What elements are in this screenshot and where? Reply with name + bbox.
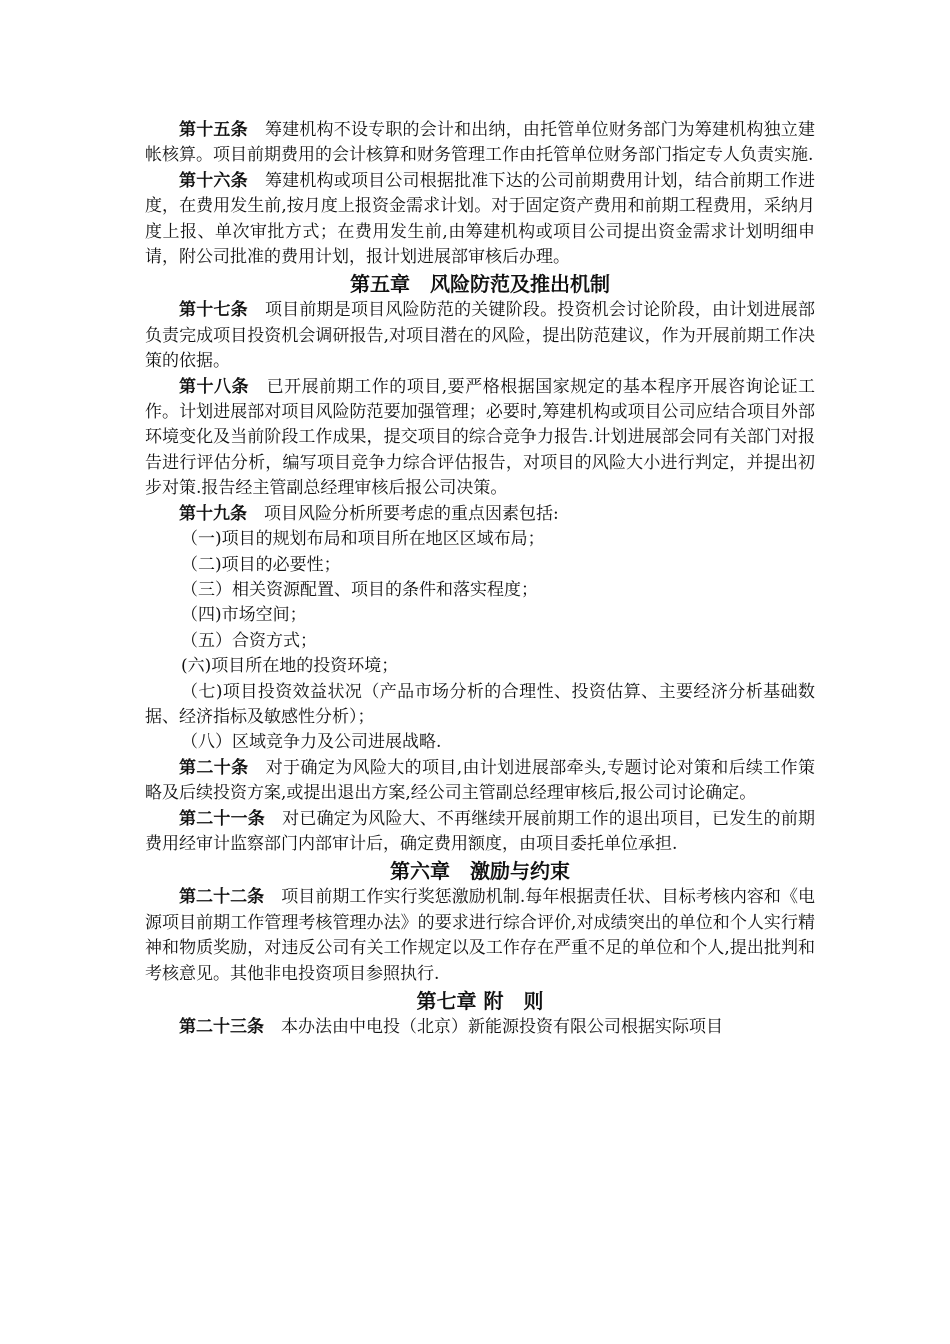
article-20 — [145, 756, 815, 807]
article-text: 项目前期是项目风险防范的关键阶段。投资机会讨论阶段，由计划进展部负责完成项目投资机会调研报告,对项目潜在的风险，提出防范建议，作为开展前期工作决策的依据。 — [145, 300, 816, 372]
article-text: 项目前期工作实行奖惩激励机制.每年根据责任状、目标考核内容和《电源项目前期工作管理考核管理办法》的要求进行综合评价,对成绩突出的单位和个人实行精神和物质奖励，对违反公司有关工作规定以及工作存在严重不足的单位和个人,提出批判和考核意见。其他非电投资项目参照执行. — [145, 887, 815, 984]
list-item: （二)项目的必要性； — [181, 554, 341, 575]
article-number: 第二十三条 — [179, 1017, 264, 1037]
article-number: 第二十条 — [179, 757, 249, 778]
article-16 — [145, 169, 815, 271]
list-item: （四)市场空间； — [181, 605, 307, 626]
list-item: （七)项目投资效益状况（产品市场分析的合理性、投资估算、主要经济分析基础数据、经济指标及敏感性分析）； — [145, 681, 815, 727]
list-item: (六)项目所在地的投资环境； — [181, 656, 399, 677]
article-number: 第十五条 — [179, 120, 248, 140]
article-text: 项目风险分析所要考虑的重点因素包括: — [264, 503, 559, 524]
article-number: 第二十一条 — [179, 808, 265, 829]
article-15 — [145, 118, 815, 169]
article-text: 对已确定为风险大、不再继续开展前期工作的退出项目，已发生的前期费用经审计监察部门内部审计后，确定费用额度，由项目委托单位承担. — [145, 808, 816, 854]
article-18 — [145, 375, 815, 502]
article-22 — [145, 885, 815, 987]
article-19 — [145, 502, 815, 527]
list-item: （五）合资方式； — [181, 630, 317, 651]
chapter-5-heading: 第五章 风险防范及推出机制 — [350, 272, 610, 297]
article-number: 第十八条 — [179, 376, 250, 397]
article-text: 本办法由中电投（北京）新能源投资有限公司根据实际项目 — [281, 1017, 723, 1037]
article-number: 第十六条 — [179, 170, 248, 191]
article-23 — [145, 1015, 815, 1040]
list-item: （八）区域竞争力及公司进展战略. — [181, 732, 442, 753]
article-21 — [145, 807, 815, 858]
article-number: 第十七条 — [179, 300, 248, 321]
article-text: 筹建机构不设专职的会计和出纳，由托管单位财务部门为筹建机构独立建帐核算。项目前期费用的会计核算和财务管理工作由托管单位财务部门指定专人负责实施. — [145, 120, 816, 166]
article-text: 筹建机构或项目公司根据批准下达的公司前期费用计划，结合前期工作进度，在费用发生前,按月度上报资金需求计划。对于固定资产费用和前期工程费用，采纳月度上报、单次审批方式；在费用发生前,由筹建机构或项目公司提出资金需求计划明细申请，附公司批准的费用计划，报计划进展部审核后办理。 — [145, 170, 816, 268]
article-text: 对于确定为风险大的项目,由计划进展部牵头,专题讨论对策和后续工作策略及后续投资方案,或提出退出方案,经公司主管副总经理审核后,报公司讨论确定。 — [145, 757, 816, 804]
article-number: 第十九条 — [179, 503, 247, 524]
article-text: 已开展前期工作的项目,要严格根据国家规定的基本程序开展咨询论证工作。计划进展部对项目风险防范要加强管理；必要时,筹建机构或项目公司应结合项目外部环境变化及当前阶段工作成果，提交项目的综合竞争力报告.计划进展部会同有关部门对报告进行评估分析，编写项目竞争力综合评估报告，对项目的风险大小进行判定，并提出初步对策.报告经主管副总经理审核后报公司决策。 — [145, 376, 816, 499]
article-17 — [145, 298, 815, 374]
chapter-7-heading: 第七章 附 则 — [416, 989, 544, 1013]
chapter-6-heading: 第六章 激励与约束 — [390, 859, 570, 884]
list-item: （一)项目的规划布局和项目所在地区区域布局； — [181, 529, 545, 550]
document-page — [145, 118, 815, 1040]
article-number: 第二十二条 — [179, 887, 265, 908]
list-item: （三）相关资源配置、项目的条件和落实程度； — [181, 579, 538, 600]
